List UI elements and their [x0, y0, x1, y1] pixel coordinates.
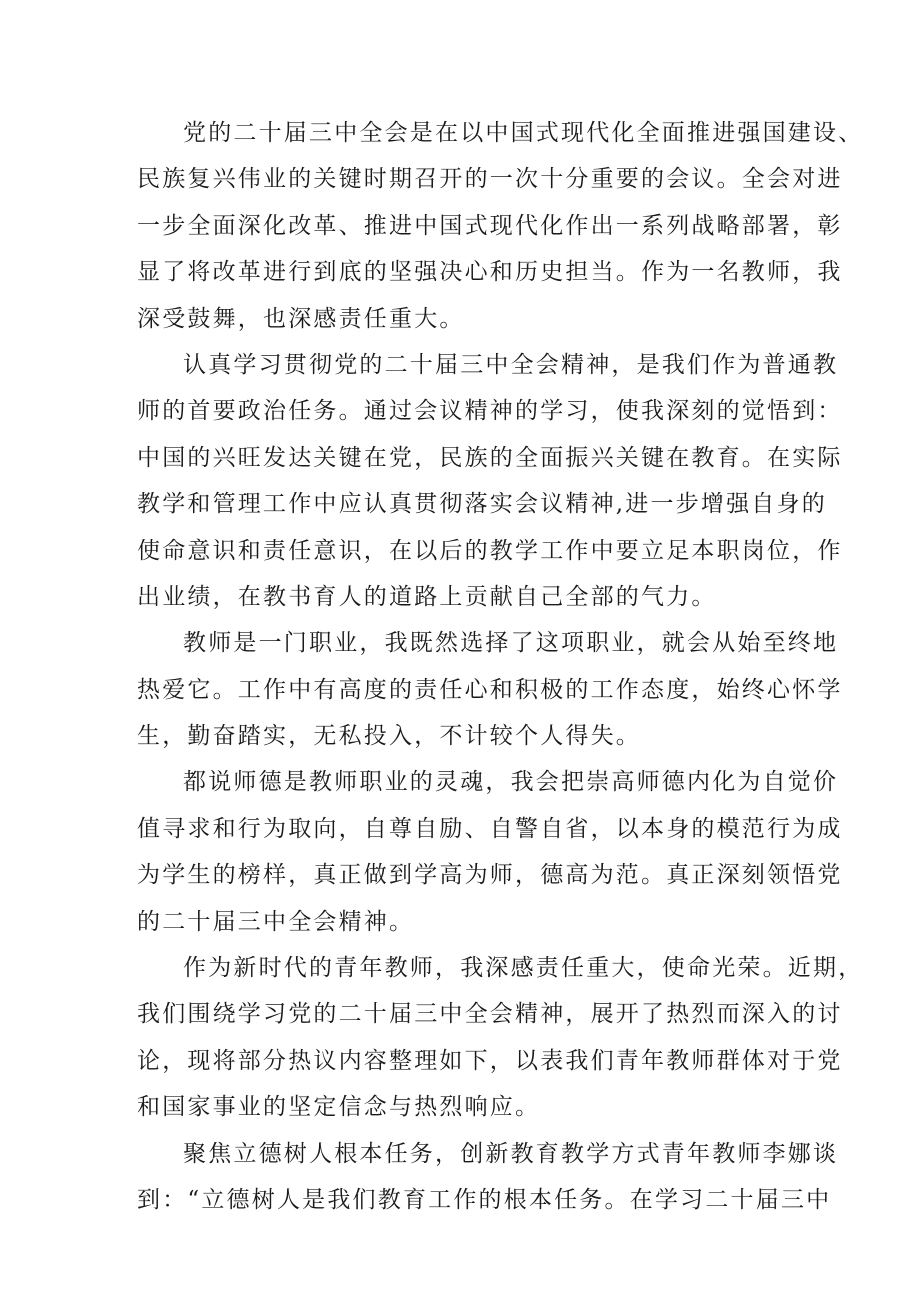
text-line: 教师是一门职业，我既然选择了这项职业，就会从始至终地 [183, 630, 839, 657]
text-line: 到：“立德树人是我们教育工作的根本任务。在学习二十届三中 [137, 1186, 832, 1213]
text-line: 为学生的榜样，真正做到学高为师，德高为范。真正深刻领悟党 [137, 862, 843, 889]
text-line: 一步全面深化改革、推进中国式现代化作出一系列战略部署，彰 [137, 212, 843, 239]
text-line: 我们围绕学习党的二十届三中全会精神，展开了热烈而深入的讨 [137, 1001, 843, 1028]
text-line: 的二十届三中全会精神。 [137, 908, 415, 935]
paragraph-3 [137, 620, 843, 759]
text-line: 师的首要政治任务。通过会议精神的学习，使我深刻的觉悟到： [137, 398, 843, 425]
text-line: 都说师德是教师职业的灵魂，我会把崇高师德内化为自觉价 [183, 769, 839, 796]
text-line: 认真学习贯彻党的二十届三中全会精神，是我们作为普通教 [183, 351, 839, 378]
text-line: 和国家事业的坚定信念与热烈响应。 [137, 1094, 541, 1121]
text-line: 聚焦立德树人根本任务，创新教育教学方式青年教师李娜谈 [183, 1140, 839, 1167]
text-line: 使命意识和责任意识，在以后的教学工作中要立足本职岗位，作 [137, 537, 843, 564]
text-line: 作为新时代的青年教师，我深感责任重大，使命光荣。近期， [183, 955, 864, 982]
paragraph-4 [137, 759, 843, 945]
paragraph-2 [137, 342, 843, 620]
document-body [137, 110, 864, 1223]
text-line: 生，勤奋踏实，无私投入，不计较个人得失。 [137, 723, 641, 750]
paragraph-1 [137, 110, 864, 342]
text-line: 民族复兴伟业的关键时期召开的一次十分重要的会议。全会对进 [137, 166, 843, 193]
text-line: 显了将改革进行到底的坚强决心和历史担当。作为一名教师，我 [137, 259, 843, 286]
text-line: 教学和管理工作中应认真贯彻落实会议精神,进一步增强自身的 [137, 491, 827, 518]
text-line: 论，现将部分热议内容整理如下，以表我们青年教师群体对于党 [137, 1047, 843, 1074]
text-line: 值寻求和行为取向，自尊自励、自警自省，以本身的模范行为成 [137, 815, 843, 842]
text-line: 深受鼓舞，也深感责任重大。 [137, 305, 465, 332]
text-line: 出业绩，在教书育人的道路上贡献自己全部的气力。 [137, 583, 717, 610]
paragraph-5 [137, 945, 864, 1131]
text-line: 热爱它。工作中有高度的责任心和积极的工作态度，始终心怀学 [137, 676, 843, 703]
text-line: 党的二十届三中全会是在以中国式现代化全面推进强国建设、 [183, 120, 864, 146]
paragraph-6 [137, 1131, 839, 1224]
text-line: 中国的兴旺发达关键在党，民族的全面振兴关键在教育。在实际 [137, 444, 843, 471]
